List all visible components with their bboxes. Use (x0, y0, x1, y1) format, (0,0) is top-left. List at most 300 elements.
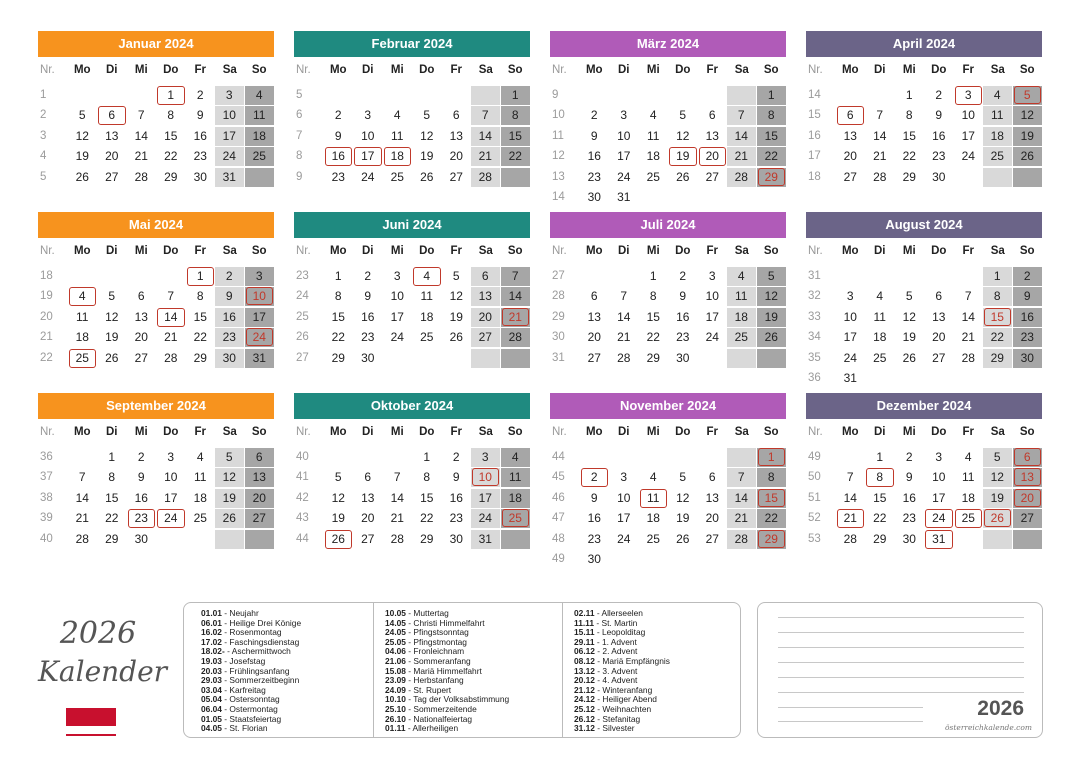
week-number: 4 (40, 150, 47, 163)
weekday-label: Nr. (296, 426, 311, 438)
week-number: 37 (40, 471, 53, 484)
weekday-label: Di (362, 426, 374, 438)
holiday-entry: 18.02- - Aschermittwoch (201, 646, 291, 657)
note-line (778, 677, 1024, 678)
day-cell: 18 (646, 511, 660, 526)
holiday-date: 10.10 (385, 694, 406, 705)
week-number: 9 (552, 89, 559, 101)
day-cell: 3 (620, 108, 628, 123)
day-cell: 17 (215, 127, 245, 147)
empty-day (698, 86, 728, 106)
day-cell: 15 (331, 309, 345, 324)
weekday-label: Mo (329, 64, 347, 76)
day-cell: 9 (137, 470, 145, 485)
day-cell: 4 (649, 108, 657, 123)
week-number: 46 (552, 491, 565, 504)
weekday-label: Nr. (552, 64, 567, 76)
week-number: 12 (552, 150, 565, 163)
day-cell: 6 (935, 289, 943, 304)
day-cell: 6 (364, 470, 372, 485)
weekday-header (550, 422, 786, 442)
day-cell: 12 (331, 490, 345, 505)
holiday-date: 06.12 (574, 646, 595, 657)
month-title: Januar 2024 (38, 31, 274, 57)
weekday-label: Di (106, 426, 118, 438)
empty-day (865, 86, 895, 106)
weekday-label: So (507, 64, 523, 76)
holiday-entry: 21.12 - Winteranfang (574, 684, 653, 695)
day-cell: 20 (698, 147, 728, 167)
holiday-entry: 16.02 - Rosenmontag (201, 627, 282, 638)
week-number: 34 (808, 331, 821, 344)
day-cell: 26 (757, 328, 787, 348)
weekday-label: So (251, 64, 267, 76)
day-cell: 15 (757, 127, 787, 147)
week-number: 25 (296, 310, 309, 323)
day-cell: 23 (193, 149, 207, 164)
day-cell: 31 (617, 189, 631, 204)
empty-day (727, 349, 757, 369)
day-cell: 6 (708, 108, 716, 123)
holiday-name: Karfreitag (229, 684, 266, 695)
holiday-entry: 06.04 - Ostermontag (201, 703, 278, 714)
holiday-name: Staatsfeiertag (229, 713, 282, 724)
week-row (38, 147, 274, 167)
empty-day (412, 349, 442, 369)
week-row (806, 509, 1042, 529)
holiday-date: 23.09 (385, 675, 406, 686)
month-6 (294, 212, 530, 369)
empty-day (501, 530, 531, 550)
day-cell: 5 (983, 448, 1013, 468)
day-cell: 7 (727, 106, 757, 126)
day-cell: 27 (105, 169, 119, 184)
empty-day (580, 448, 610, 468)
day-cell: 13 (705, 128, 719, 143)
day-cell: 8 (501, 106, 531, 126)
week-row (38, 287, 274, 307)
holiday-entry: 29.11 - 1. Advent (574, 636, 637, 647)
day-cell: 24 (471, 509, 501, 529)
holiday-name: Pfingstmontag (413, 636, 467, 647)
empty-day (727, 86, 757, 106)
day-cell: 30 (587, 189, 601, 204)
weekday-label: Nr. (552, 245, 567, 257)
holiday-date: 20.03 (201, 665, 222, 676)
day-cell: 27 (134, 350, 148, 365)
weekday-label: Fr (450, 245, 462, 257)
day-cell: 6 (590, 289, 598, 304)
day-cell: 4 (876, 289, 884, 304)
day-cell: 20 (105, 149, 119, 164)
day-cell: 12 (676, 490, 690, 505)
day-cell: 12 (983, 468, 1013, 488)
empty-day (1013, 530, 1043, 550)
week-row (550, 468, 786, 488)
weekday-label: Mo (585, 245, 603, 257)
day-cell: 24 (156, 509, 186, 529)
weekday-label: Sa (990, 64, 1005, 76)
month-9 (38, 393, 274, 550)
week-number: 42 (296, 491, 309, 504)
empty-day (895, 267, 925, 287)
week-row (550, 509, 786, 529)
holiday-name: Herbstanfang (413, 675, 464, 686)
week-number: 31 (808, 270, 821, 282)
day-cell: 6 (836, 106, 866, 126)
holiday-column (201, 609, 301, 734)
holiday-name: Sommeranfang (413, 655, 471, 666)
day-cell: 8 (905, 108, 913, 123)
day-cell: 11 (245, 106, 275, 126)
empty-day (156, 267, 186, 287)
holiday-date: 02.11 (574, 608, 595, 618)
day-cell: 1 (905, 88, 913, 102)
week-number: 35 (808, 351, 821, 364)
week-row (806, 147, 1042, 167)
empty-day (954, 530, 984, 550)
day-cell: 21 (390, 511, 404, 526)
day-cell: 27 (705, 531, 719, 546)
week-number: 21 (40, 331, 53, 344)
weekday-label: Nr. (808, 426, 823, 438)
week-number: 50 (808, 471, 821, 484)
day-cell: 11 (962, 470, 975, 485)
day-cell: 5 (108, 289, 116, 304)
empty-day (954, 168, 984, 188)
holiday-entry: 21.06 - Sommeranfang (385, 655, 471, 666)
empty-day (983, 369, 1013, 389)
empty-day (383, 86, 413, 106)
week-number: 15 (808, 109, 821, 122)
day-cell: 19 (331, 511, 345, 526)
day-cell: 6 (137, 289, 145, 304)
weekday-label: Sa (222, 245, 237, 257)
day-cell: 1 (501, 86, 531, 106)
day-cell: 23 (127, 509, 157, 529)
week-row (294, 147, 530, 167)
empty-day (609, 448, 639, 468)
holiday-entry: 04.06 - Fronleichnam (385, 646, 465, 657)
holiday-entry: 02.11 - Allerseelen (574, 608, 643, 618)
day-cell: 10 (617, 490, 631, 505)
day-cell: 10 (390, 289, 404, 304)
empty-day (698, 188, 728, 208)
day-cell: 13 (134, 309, 148, 324)
day-cell: 3 (846, 289, 854, 304)
weekday-label: Mo (841, 64, 859, 76)
day-cell: 20 (843, 149, 857, 164)
weekday-label: Do (163, 426, 179, 438)
day-cell: 7 (620, 289, 628, 304)
day-cell: 21 (164, 330, 178, 345)
day-cell: 12 (757, 287, 787, 307)
empty-day (442, 349, 472, 369)
week-row (294, 267, 530, 287)
day-cell: 29 (902, 169, 916, 184)
day-cell: 26 (420, 169, 434, 184)
week-number: 20 (40, 310, 53, 323)
day-cell: 25 (68, 349, 98, 369)
day-cell: 14 (873, 128, 887, 143)
holiday-entry: 19.03 - Josefstag (201, 655, 266, 666)
day-cell: 14 (843, 490, 857, 505)
weekday-label: Mo (585, 64, 603, 76)
day-cell: 8 (423, 470, 431, 485)
month-1 (38, 31, 274, 188)
week-number: 5 (40, 170, 47, 183)
week-row (806, 530, 1042, 550)
day-cell: 18 (75, 330, 89, 345)
day-cell: 14 (471, 127, 501, 147)
day-cell: 19 (902, 330, 916, 345)
notes-site: österreichkalende.com (945, 723, 1032, 732)
weekday-label: So (1019, 64, 1035, 76)
week-row (294, 127, 530, 147)
weekday-label: Do (163, 64, 179, 76)
empty-day (324, 448, 354, 468)
week-number: 1 (40, 89, 47, 101)
day-cell: 21 (617, 330, 631, 345)
holiday-name: Tag der Volksabstimmung (413, 694, 510, 705)
empty-day (727, 188, 757, 208)
weekday-label: Mi (390, 245, 404, 257)
day-cell: 16 (1013, 308, 1043, 328)
day-cell: 9 (334, 128, 342, 143)
holiday-entry: 24.09 - St. Rupert (385, 684, 452, 695)
day-cell: 14 (75, 490, 89, 505)
week-number: 31 (552, 351, 565, 364)
day-cell: 16 (193, 128, 207, 143)
day-cell: 14 (156, 308, 186, 328)
day-cell: 19 (105, 330, 119, 345)
day-cell: 5 (334, 470, 342, 485)
day-cell: 28 (501, 328, 531, 348)
day-cell: 9 (905, 470, 913, 485)
day-cell: 11 (873, 309, 886, 324)
day-cell: 6 (97, 106, 127, 126)
holiday-date: 15.08 (385, 665, 406, 676)
day-cell: 11 (194, 470, 207, 485)
day-cell: 28 (164, 350, 178, 365)
holiday-name: Neujahr (229, 608, 259, 618)
week-row (806, 308, 1042, 328)
week-row (550, 328, 786, 348)
day-cell: 17 (390, 309, 404, 324)
day-cell: 25 (420, 330, 434, 345)
day-cell: 3 (215, 86, 245, 106)
day-cell: 29 (983, 349, 1013, 369)
day-cell: 18 (646, 149, 660, 164)
week-number: 23 (296, 270, 309, 282)
holiday-column (574, 609, 670, 734)
empty-day (639, 86, 669, 106)
holiday-name: Nationalfeiertag (413, 713, 473, 724)
holiday-date: 14.05 (385, 617, 406, 628)
holiday-entry: 20.12 - 4. Advent (574, 675, 638, 686)
week-row (806, 369, 1042, 389)
day-cell: 8 (167, 108, 175, 123)
day-cell: 4 (501, 448, 531, 468)
month-title: Dezember 2024 (806, 393, 1042, 419)
day-cell: 16 (324, 147, 354, 167)
weekday-label: Mi (134, 64, 148, 76)
week-number: 11 (552, 129, 564, 142)
day-cell: 14 (727, 489, 757, 509)
day-cell: 23 (902, 511, 916, 526)
empty-day (245, 168, 275, 188)
day-cell: 22 (193, 330, 207, 345)
day-cell: 8 (196, 289, 204, 304)
holiday-entry: 17.02 - Faschingsdienstag (201, 636, 300, 647)
day-cell: 29 (105, 531, 119, 546)
day-cell: 24 (924, 509, 954, 529)
month-12 (806, 393, 1042, 550)
day-cell: 23 (932, 149, 946, 164)
month-title: August 2024 (806, 212, 1042, 238)
day-cell: 24 (705, 330, 719, 345)
weekday-header (806, 241, 1042, 261)
weekday-label: So (1019, 426, 1035, 438)
holiday-date: 24.05 (385, 627, 406, 638)
week-number: 2 (40, 109, 47, 122)
day-cell: 28 (75, 531, 89, 546)
day-cell: 1 (876, 450, 884, 464)
weekday-label: Mi (902, 245, 916, 257)
holiday-column (385, 609, 509, 734)
empty-day (865, 369, 895, 389)
day-cell: 5 (78, 108, 86, 123)
week-number: 14 (808, 89, 821, 101)
weekday-label: Mi (646, 426, 660, 438)
day-cell: 18 (983, 127, 1013, 147)
day-cell: 17 (705, 309, 719, 324)
day-cell: 3 (245, 267, 275, 287)
day-cell: 1 (108, 450, 116, 464)
empty-day (727, 448, 757, 468)
month-title: Juni 2024 (294, 212, 530, 238)
day-cell: 7 (78, 470, 86, 485)
day-cell: 5 (452, 269, 460, 283)
holiday-name: Silvester (602, 723, 635, 734)
day-cell: 3 (364, 108, 372, 123)
week-number: 39 (40, 512, 53, 525)
day-cell: 26 (75, 169, 89, 184)
day-cell: 21 (727, 509, 757, 529)
week-row (38, 267, 274, 287)
empty-day (324, 86, 354, 106)
day-cell: 28 (727, 168, 757, 188)
day-cell: 27 (843, 169, 857, 184)
day-cell: 28 (471, 168, 501, 188)
week-row (550, 308, 786, 328)
week-row (550, 550, 786, 570)
holiday-date: 20.12 (574, 675, 595, 686)
weekday-header (294, 241, 530, 261)
week-row (38, 489, 274, 509)
day-cell: 7 (727, 468, 757, 488)
holiday-name: St. Rupert (413, 684, 452, 695)
day-cell: 9 (590, 128, 598, 143)
weekday-label: Mo (73, 64, 91, 76)
day-cell: 12 (449, 289, 463, 304)
day-cell: 13 (245, 468, 275, 488)
holiday-entry: 14.05 - Christi Himmelfahrt (385, 617, 485, 628)
week-number: 53 (808, 532, 821, 545)
day-cell: 25 (501, 509, 531, 529)
weekday-label: Sa (222, 426, 237, 438)
weekday-label: Di (874, 245, 886, 257)
day-cell: 4 (68, 287, 98, 307)
day-cell: 24 (617, 169, 631, 184)
day-cell: 17 (164, 490, 178, 505)
day-cell: 22 (646, 330, 660, 345)
weekday-label: Do (931, 426, 947, 438)
day-cell: 25 (646, 531, 660, 546)
day-cell: 24 (843, 350, 857, 365)
week-row (38, 168, 274, 188)
holiday-name: Allerseelen (601, 608, 643, 618)
weekday-label: Mo (329, 426, 347, 438)
day-cell: 2 (1013, 267, 1043, 287)
month-4 (806, 31, 1042, 188)
day-cell: 3 (471, 448, 501, 468)
week-number: 45 (552, 471, 565, 484)
day-cell: 2 (679, 269, 687, 283)
holiday-date: 25.10 (385, 703, 406, 714)
day-cell: 27 (932, 350, 946, 365)
week-row (294, 287, 530, 307)
day-cell: 20 (932, 330, 946, 345)
holiday-date: 01.11 (385, 723, 406, 734)
day-cell: 27 (361, 531, 375, 546)
day-cell: 13 (932, 309, 946, 324)
weekday-header (550, 241, 786, 261)
day-cell: 15 (164, 128, 178, 143)
empty-day (983, 530, 1013, 550)
holiday-date: 25.05 (385, 636, 406, 647)
week-row (294, 86, 530, 106)
day-cell: 3 (393, 269, 401, 283)
day-cell: 22 (331, 330, 345, 345)
weekday-header (806, 422, 1042, 442)
week-number: 44 (296, 532, 309, 545)
day-cell: 14 (501, 287, 531, 307)
week-row (550, 287, 786, 307)
week-row (806, 448, 1042, 468)
month-title: November 2024 (550, 393, 786, 419)
empty-day (836, 448, 866, 468)
day-cell: 22 (873, 511, 887, 526)
holiday-name: Weihnachten (602, 703, 652, 714)
week-row (550, 147, 786, 167)
weekday-label: Di (874, 64, 886, 76)
holiday-entry: 26.12 - Stefanitag (574, 713, 641, 724)
week-row (294, 328, 530, 348)
empty-day (698, 550, 728, 570)
day-cell: 29 (193, 350, 207, 365)
day-cell: 5 (215, 448, 245, 468)
weekday-header (550, 60, 786, 80)
day-cell: 29 (646, 350, 660, 365)
holiday-entry: 03.04 - Karfreitag (201, 684, 266, 695)
weekday-header (38, 241, 274, 261)
empty-day (383, 349, 413, 369)
week-number: 32 (808, 290, 821, 303)
week-number: 26 (296, 331, 309, 344)
weekday-label: Di (106, 245, 118, 257)
day-cell: 17 (353, 147, 383, 167)
